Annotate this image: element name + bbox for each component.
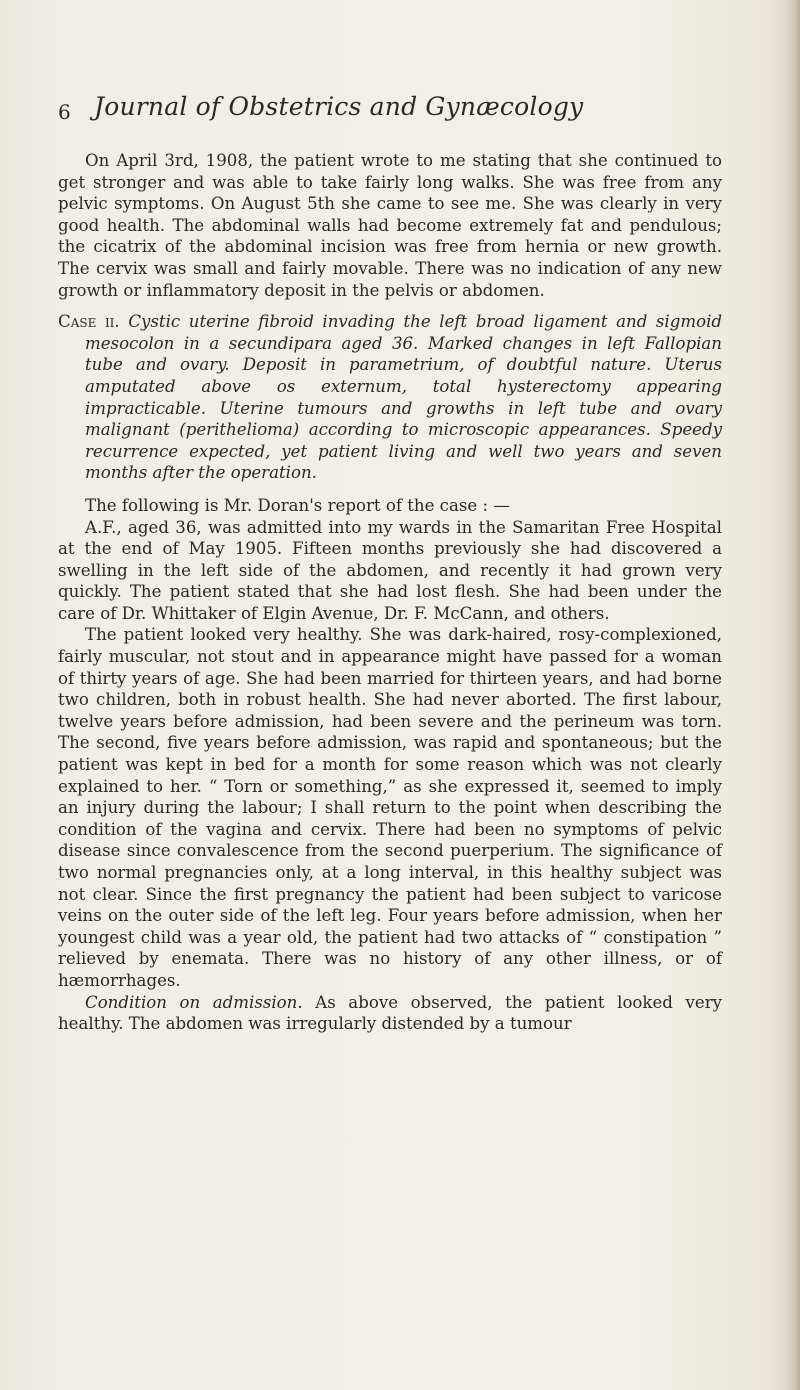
page-header — [58, 92, 718, 132]
page-edge-shadow — [786, 0, 800, 1390]
condition-text: As above observed, the patient looked very healthy. The abdomen was irregularly distended by a tumour — [58, 992, 723, 1034]
article-body — [58, 150, 722, 1035]
paragraph-history: The patient looked very healthy. She was dark-haired, rosy-complexioned, fairly muscular, not stout and in appearance might have passed for a woman of thirty years of age. She had been married for thirteen years, and had borne two children, both in robust health. She had never aborted. The first labour, twelve years before admission, had been severe and the perineum was torn. The second, five years before admission, was rapid and spontaneous; but the patient was kept in bed for a month for some reason which was not clearly explained to her. “ Torn or something,” as she expressed it, seemed to imply an injury during the labour; I shall return to the point when describing the condition of the vagina and cervix. There had been no symptoms of pelvic disease since convalescence from the second puerperium. The significance of two normal pregnancies only, at a long interval, in this healthy subject was not clear. Since the first pregnancy the patient had been subject to varicose veins on the outer side of the left leg. Four years before admission, when her youngest child was a year old, the patient had two attacks of “ constipation ” relieved by enemata. There was no history of any other illness, or of hæmorrhages. — [58, 625, 722, 990]
paragraph-admission: A.F., aged 36, was admitted into my wards in the Samaritan Free Hospital at the end of May 1905. Fifteen months previously she had discovered a swelling in the left side of the abdomen, and recently it had grown very quickly. The patient stated that she had lost flesh. She had been under the care of Dr. Whittaker of Elgin Avenue, Dr. F. McCann, and others. — [58, 517, 722, 623]
page-number: 6 — [58, 100, 71, 124]
paragraph-follow-up: On April 3rd, 1908, the patient wrote to me stating that she continued to get stronger and was able to take fairly long walks. She was free from any pelvic symptoms. On August 5th she came to see me. She was clearly in very good health. The abdominal walls had become extremely fat and pendulous; the cicatrix of the abdominal incision was free from hernia or new growth. The cervix was small and fairly movable. There was no indication of any new growth or inflammatory deposit in the pelvis or abdomen. — [58, 151, 722, 300]
paragraph-condition — [58, 992, 722, 1035]
case-label: Case ii. — [58, 312, 120, 332]
case-heading — [58, 311, 722, 484]
running-title: Journal of Obstetrics and Gynæcology — [94, 92, 584, 121]
case-title: Cystic uterine fibroid invading the left broad ligament and sigmoid mesocolon in a secundipara aged 36. Marked changes in left Fallopian tube and ovary. Deposit in parametrium, of doubtful nature. Uterus amputated above os externum, total hysterectomy appearing impracticable. Uterine tumours and growths in left tube and ovary malignant (perithelioma) according to microscopic appearances. Speedy recurrence expected, yet patient living and well two years and seven months after the operation. — [85, 312, 723, 483]
paragraph-report-intro: The following is Mr. Doran's report of the case : — — [85, 495, 510, 515]
condition-label: Condition on admission. — [85, 992, 303, 1012]
